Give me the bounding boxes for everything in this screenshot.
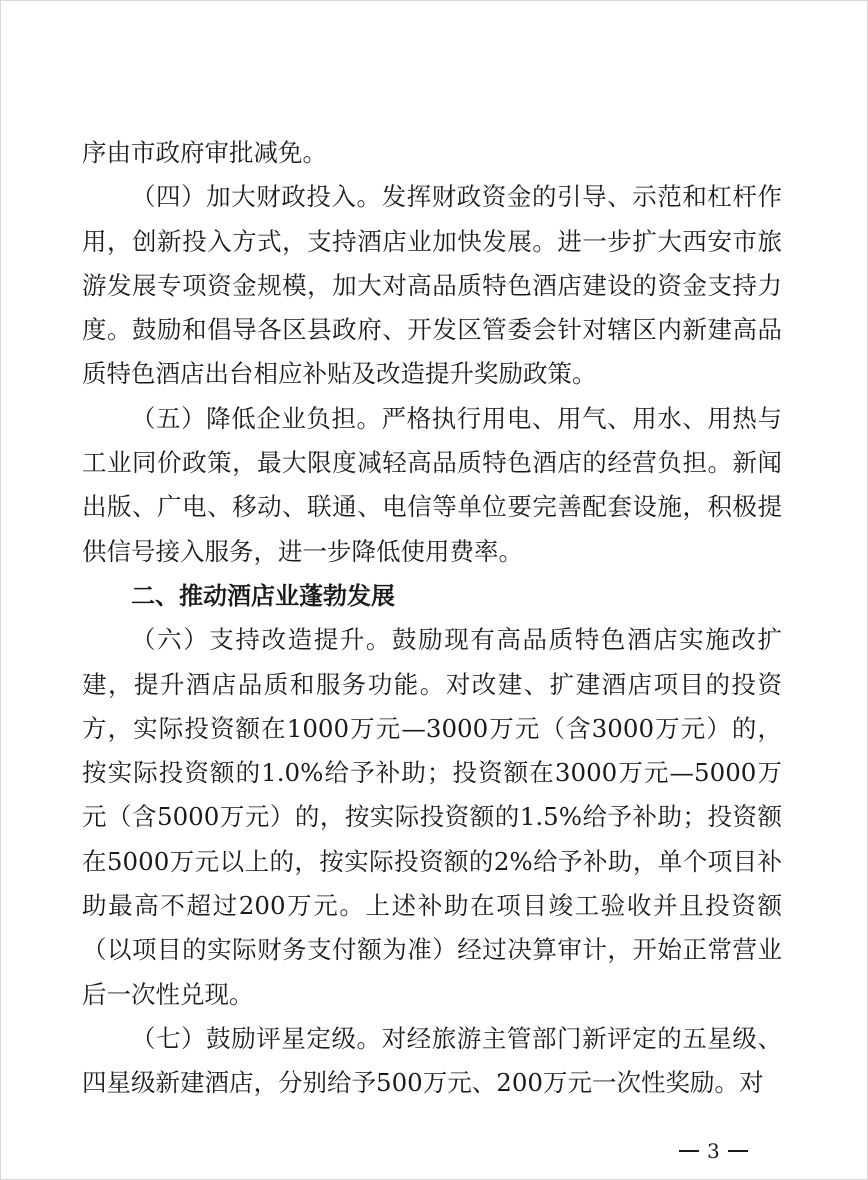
paragraph-section-7: （七）鼓励评星定级。对经旅游主管部门新评定的五星级、四星级新建酒店，分别给予500万元、200万元一次性奖励。对: [82, 1023, 782, 1098]
page-number-dash-right: [728, 1150, 748, 1152]
page-number-value: 3: [707, 1139, 720, 1163]
page-number-dash-left: [679, 1150, 699, 1152]
paragraph-section-6: （六）支持改造提升。鼓励现有高品质特色酒店实施改扩建，提升酒店品质和服务功能。对改建、扩建酒店项目的投资方，实际投资额在1000万元—3000万元（含3000万元）的，按实际投资额的1.0%给予补助；投资额在3000万元—5000万元（含5000万元）的，按实际投资额的1.5%给予补助；投资额在5000万元以上的，按实际投资额的2%给予补助，单个项目补助最高不超过200万元。上述补助在项目竣工验收并且投资额（以项目的实际财务支付额为准）经过决算审计，开始正常营业后一次性兑现。: [82, 625, 782, 1009]
document-body: [82, 131, 782, 1106]
paragraph-continuation: 序由市政府审批减免。: [82, 138, 327, 167]
paragraph-section-4: （四）加大财政投入。发挥财政资金的引导、示范和杠杆作用，创新投入方式，支持酒店业加快发展。进一步扩大西安市旅游发展专项资金规模，加大对高品质特色酒店建设的资金支持力度。鼓励和倡导各区县政府、开发区管委会针对辖区内新建高品质特色酒店出台相应补贴及改造提升奖励政策。: [82, 182, 782, 389]
page-number: [679, 1139, 748, 1163]
paragraph-section-5: （五）降低企业负担。严格执行用电、用气、用水、用热与工业同价政策，最大限度减轻高品质特色酒店的经营负担。新闻出版、广电、移动、联通、电信等单位要完善配套设施，积极提供信号接入服务，进一步降低使用费率。: [82, 403, 782, 566]
section-heading: 二、推动酒店业蓬勃发展: [131, 581, 395, 610]
